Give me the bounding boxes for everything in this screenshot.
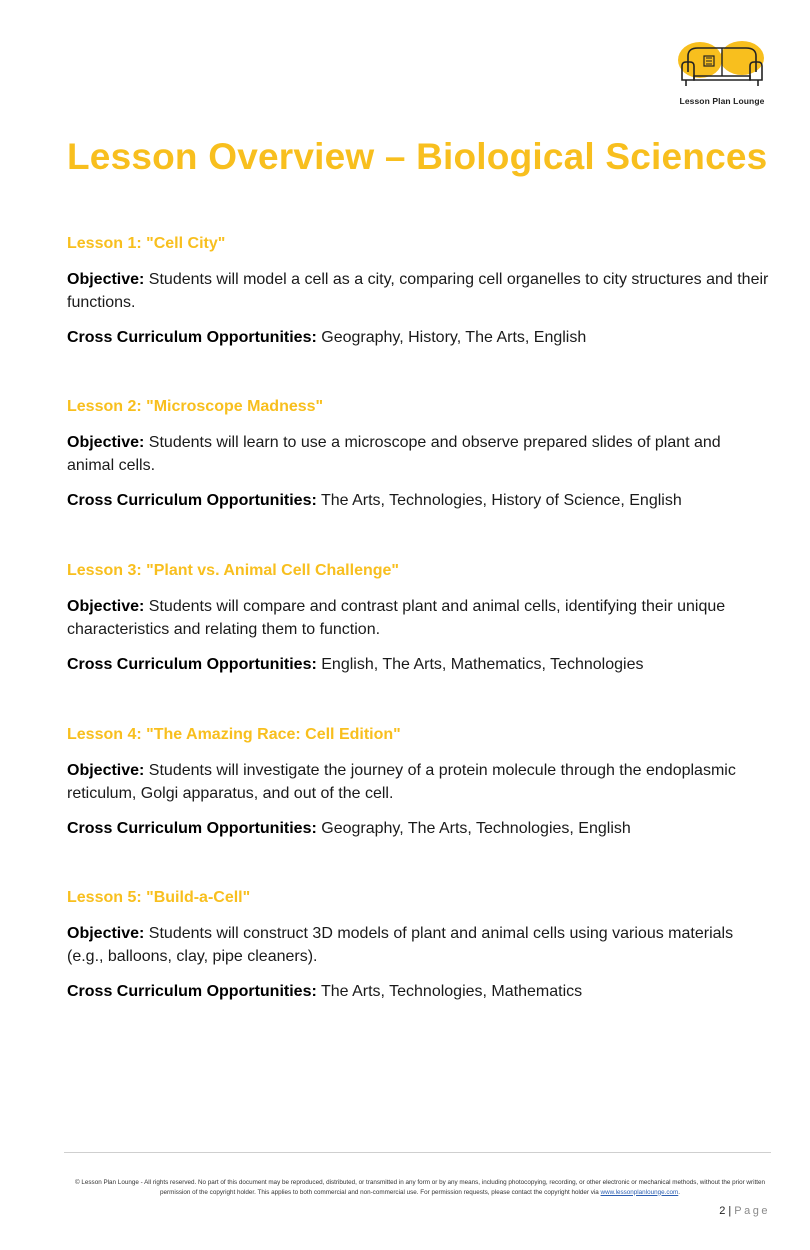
website-link[interactable]: www.lessonplanlounge.com [600,1188,679,1196]
objective-text: Students will investigate the journey of a protein molecule through the endoplasmic reticulum, Golgi apparatus, and out of the cell. [67,762,736,802]
lesson-2 [67,396,772,512]
objective-text: Students will model a cell as a city, comparing cell organelles to city structures and their functions. [67,271,769,311]
page-title: Lesson Overview – Biological Sciences [67,136,768,177]
objective-text: Students will learn to use a microscope and observe prepared slides of plant and animal cells. [67,434,721,474]
cross-curriculum-label: Cross Curriculum Opportunities: [67,656,317,673]
objective-label: Objective: [67,434,145,451]
lesson-objective [67,431,772,477]
page-separator: | [725,1205,735,1217]
page-word: Page [734,1205,770,1217]
lesson-3 [67,560,772,676]
lesson-cross-curriculum [67,489,772,512]
cross-curriculum-label: Cross Curriculum Opportunities: [67,492,317,509]
lesson-title: Lesson 5: "Build-a-Cell" [67,889,251,906]
page-number-value: 2 [719,1205,726,1217]
lesson-title: Lesson 2: "Microscope Madness" [67,398,324,415]
objective-label: Objective: [67,271,145,288]
lesson-cross-curriculum [67,326,772,349]
lesson-cross-curriculum [67,980,772,1003]
cross-curriculum-label: Cross Curriculum Opportunities: [67,820,317,837]
objective-label: Objective: [67,598,145,615]
cross-curriculum-text: The Arts, Technologies, Mathematics [316,983,583,1000]
objective-label: Objective: [67,925,145,942]
objective-text: Students will construct 3D models of plant and animal cells using various materials (e.g., balloons, clay, pipe cleaners). [67,925,734,965]
footer-copyright [70,1178,770,1197]
lesson-objective [67,759,772,805]
cross-curriculum-label: Cross Curriculum Opportunities: [67,329,317,346]
cross-curriculum-label: Cross Curriculum Opportunities: [67,983,317,1000]
lesson-cross-curriculum [67,817,772,840]
lesson-plan-lounge-logo [674,36,770,112]
lesson-title: Lesson 4: "The Amazing Race: Cell Edition" [67,726,401,743]
lesson-objective [67,268,772,314]
copyright-text: © Lesson Plan Lounge - All rights reserved. No part of this document may be reproduced, distributed, or transmitted in any form or by any means, including photocopying, recording, or other electronic or mechanical methods, without the prior written permission of the copyright holder. This applies to both commercial and non-commercial use. For permission requests, please contact the copyright holder via [75,1179,765,1196]
sofa-logo-icon [674,36,770,96]
lesson-4 [67,724,772,840]
objective-label: Objective: [67,762,145,779]
lesson-5 [67,887,772,1003]
cross-curriculum-text: English, The Arts, Mathematics, Technologies [316,656,644,673]
cross-curriculum-text: Geography, History, The Arts, English [316,329,587,346]
lesson-objective [67,595,772,641]
lesson-objective [67,922,772,968]
lesson-title: Lesson 3: "Plant vs. Animal Cell Challenge" [67,562,399,579]
cross-curriculum-text: Geography, The Arts, Technologies, English [316,820,631,837]
page-number [700,1205,770,1217]
objective-text: Students will compare and contrast plant and animal cells, identifying their unique characteristics and relating them to function. [67,598,726,638]
copyright-suffix: . [678,1188,680,1196]
lesson-1 [67,233,772,349]
lesson-cross-curriculum [67,653,772,676]
lesson-title: Lesson 1: "Cell City" [67,235,226,252]
logo-text: Lesson Plan Lounge [679,96,765,106]
cross-curriculum-text: The Arts, Technologies, History of Science, English [316,492,682,509]
footer-divider [64,1152,771,1153]
